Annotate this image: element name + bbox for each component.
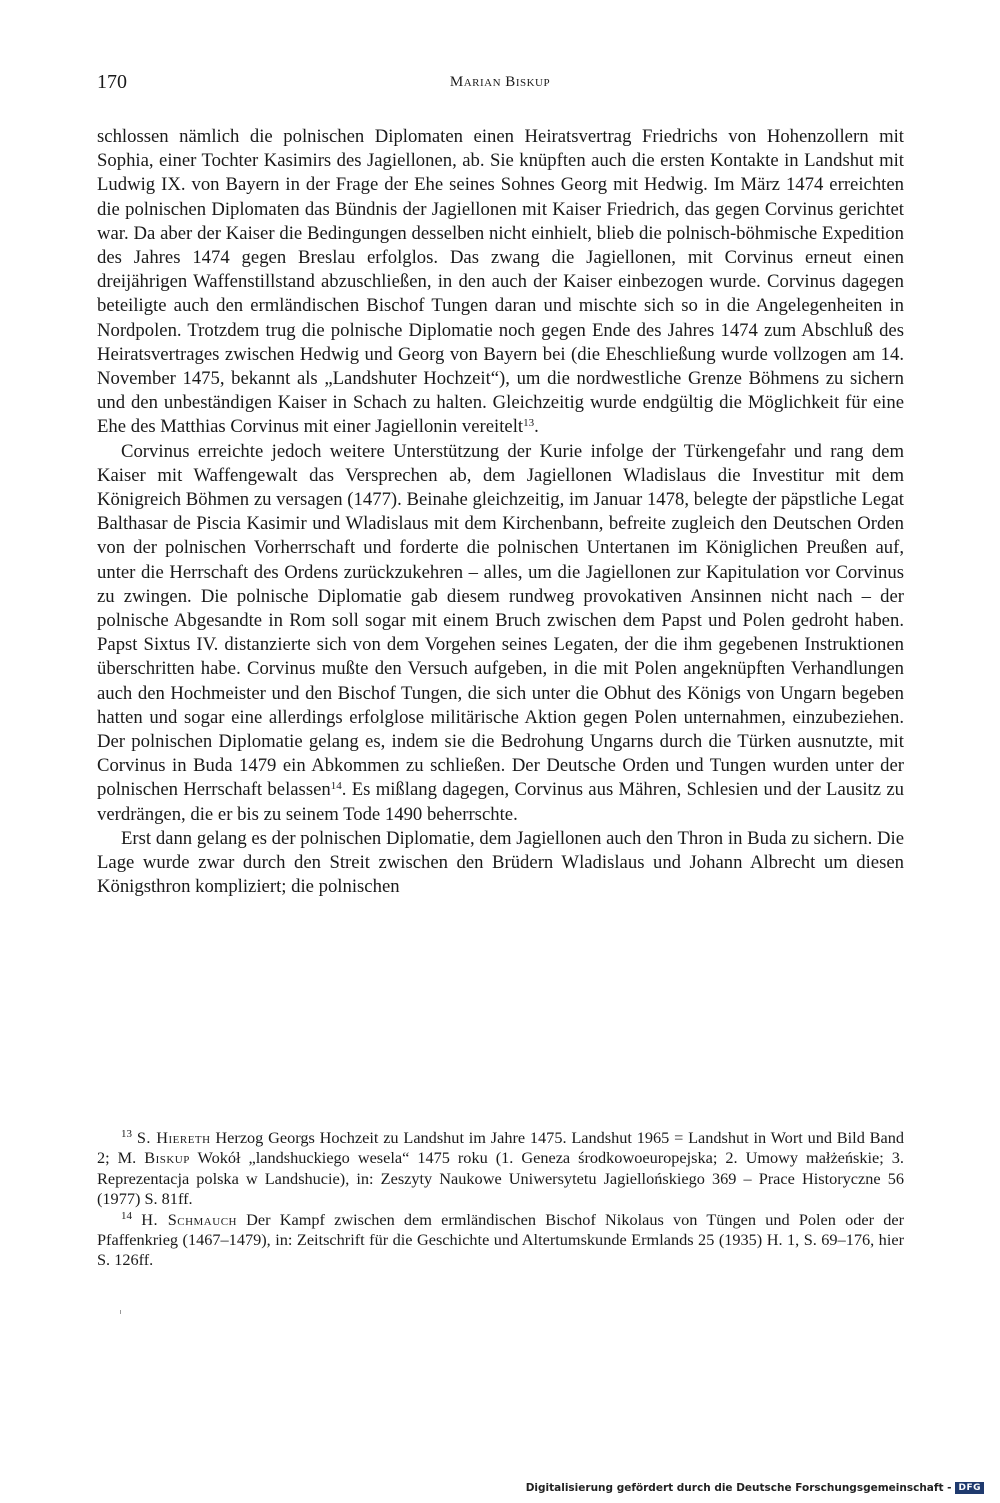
footnote-ref-14[interactable]: 14 xyxy=(330,780,342,793)
paragraph-2-text: Corvinus erreichte jedoch weitere Unterstützung der Kurie infolge der Türkengefahr und rang dem Kaiser mit Waffengewalt das Versprechen ab, dem Jagiellonen Wladislaus die Investitur mit dem Königreich Böhmen zu versagen (1477). Beinahe gleichzeitig, im Januar 1478, belegte der päpstliche Legat Balthasar de Piscia Kasimir und Wladislaus mit dem Kirchenbann, befreite zugleich den Deutschen Orden von der polnischen Vorherrschaft und forderte die polnischen Untertanen im Königlichen Preußen auf, unter die Herrschaft des Ordens zurückzukehren – alles, um die Jagiellonen zur Kapitulation vor Corvinus zu zwingen. Die polnische Diplomatie gab diesem rundweg provokativen Ansinnen nicht nach – der polnische Abgesandte in Rom soll sogar mit einem Bruch zwischen dem Papst und Polen gedroht haben. Papst Sixtus IV. distanzierte sich von dem Vorgehen seines Legaten, der die ihm gegebenen Instruktionen überschritten habe. Corvinus mußte den Versuch aufgeben, in die mit Polen angeknüpften Verhandlungen auch den Hochmeister und den Bischof Tungen, die sich unter die Obhut des Königs von Ungarn begeben hatten und sogar eine allerdings erfolglose militärische Aktion gegen Polen unternahmen, einzubeziehen. Der polnischen Diplomatie gelang es, indem sie die Bedrohung Ungarns durch die Türken ausnutzte, mit Corvinus in Buda 1479 ein Abkommen zu schließen. Der Deutsche Orden und Tungen wurden unter der polnischen Herrschaft belassen xyxy=(97,440,904,801)
paragraph-1 xyxy=(97,125,904,440)
footnote-13 xyxy=(97,1128,904,1210)
footnote-text: Der Kampf zwischen dem ermländischen Bischof Nikolaus von Tüngen und Polen oder der Pfaffenkrieg (1467–1479), in: Zeitschrift für die Geschichte und Altertumskunde Ermlands 25 (1935) H. 1, S. 69–176, hier S. 126ff. xyxy=(97,1209,904,1270)
paragraph-3-text: Erst dann gelang es der polnischen Diplomatie, dem Jagiellonen auch den Thron in Buda zu sichern. Die Lage wurde zwar durch den Streit zwischen den Brüdern Wladislaus und Johann Albrecht um diesen Königsthron kompliziert; die polnischen xyxy=(97,827,904,898)
footnote-number: 13 xyxy=(121,1128,132,1140)
dfg-logo: DFG xyxy=(955,1482,984,1494)
paragraph-2 xyxy=(97,440,904,827)
footnote-14 xyxy=(97,1210,904,1271)
funding-note: Digitalisierung gefördert durch die Deutsche Forschungsgemeinschaft - xyxy=(525,1482,952,1494)
running-head: Marian Biskup xyxy=(449,74,551,90)
footnote-author: Biskup xyxy=(144,1148,190,1168)
paragraph-3 xyxy=(97,827,904,900)
scan-artifact xyxy=(120,1310,121,1314)
footnote-number: 14 xyxy=(121,1209,132,1222)
footnote-author: H. Schmauch xyxy=(141,1209,237,1229)
paragraph-1-text: schlossen nämlich die polnischen Diplomaten einen Heiratsvertrag Friedrichs von Hohenzollern mit Sophia, einer Tochter Kasimirs des Jagiellonen, ab. Sie knüpften auch die ersten Kontakte in Landshut mit Ludwig IX. von Bayern in der Frage der Ehe seines Sohnes Georg mit Hedwig. Im März 1474 erreichten die polnischen Diplomaten das Bündnis der Jagiellonen mit Kaiser Friedrich, das gegen Corvinus gerichtet war. Da aber der Kaiser die Bedingungen desselben nicht einhielt, blieb die polnisch-böhmische Expedition des Jahres 1474 gegen Breslau erfolglos. Das zwang die Jagiellonen, mit Corvinus erneut einen dreijährigen Waffenstillstand abzuschließen, in den auch der Kaiser einbezogen wurde. Corvinus dagegen beteiligte auch den ermländischen Bischof Tungen daran und mischte sich so in die Angelegenheiten in Nordpolen. Trotzdem trug die polnische Diplomatie noch gegen Ende des Jahres 1474 zum Abschluß des Heiratsvertrages zwischen Hedwig und Georg von Bayern bei (die Eheschließung wurde vollzogen am 14. November 1475, bekannt als „Landshuter Hochzeit“), um die nordwestliche Grenze Böhmens zu sichern und den unbeständigen Kaiser in Schach zu halten. Gleichzeitig wurde endgültig die Möglichkeit für eine Ehe des Matthias Corvinus mit einer Jagiellonin vereitelt xyxy=(97,126,904,438)
paragraph-1-end: . xyxy=(534,416,539,438)
footnotes xyxy=(97,1128,904,1271)
paragraph-2-end: . Es mißlang dagegen, Corvinus aus Mähren, Schlesien und der Lausitz zu verdrängen, die er bis zu seinem Tode 1490 beherrschte. xyxy=(97,779,904,825)
footnote-text: Herzog Georgs Hochzeit zu Landshut im Jahre 1475. Landshut 1965 = Landshut in Wort und Bild Band 2; M. xyxy=(97,1128,905,1168)
page-number: 170 xyxy=(97,71,127,93)
footnote-text: Wokół „landshuckiego wesela“ 1475 roku (1. Geneza środkowoeuropejska; 2. Umowy małżeńskie; 3. Reprezentacja polska w Landshucie), in: Zeszyty Naukowe Uniwersytetu Jagiellońskiego 369 – Prace Historyczne 56 (1977) S. 81ff. xyxy=(97,1148,904,1209)
body-text xyxy=(97,125,904,900)
footnote-ref-13[interactable]: 13 xyxy=(523,417,535,430)
footnote-author: S. Hiereth xyxy=(136,1128,211,1147)
digitization-footer xyxy=(526,1482,984,1494)
